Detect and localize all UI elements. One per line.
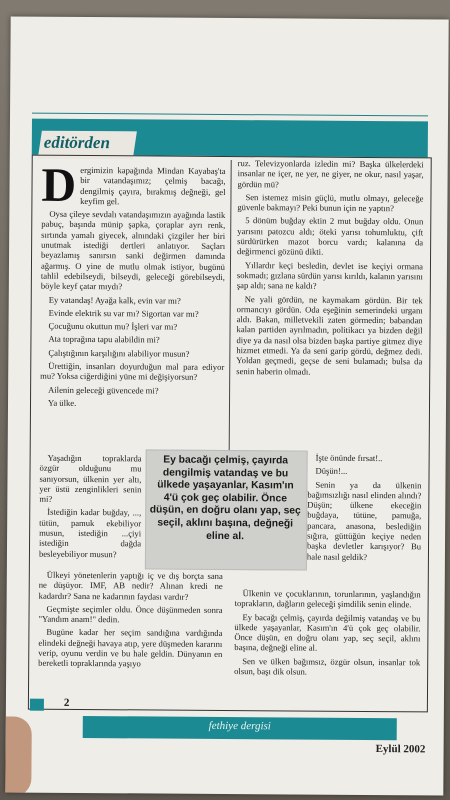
section-title: editörden — [43, 132, 111, 153]
paragraph: 5 dönüm buğday ektin 2 mut buğday oldu. Onun yarısını patozcu aldı; öteki yarısı tohumluktu, çift sürdürürken mazot borcu vardı; kalanına da değirmenci gözünü dikti. — [237, 215, 424, 258]
magazine-page — [5, 16, 448, 795]
paragraph: Ne yali gördün, ne kaymakam gördün. Bir tek ormancıyı gördün. Oda eşeğinin semerindeki urganı aldı. Bakan, milletvekili zaten görmedin; babandan kalan partiden ayrılmadın, politikacı ya bizden değil diye ya da nasıl olsa bizden başka partiye gitmez diye hizmet etmedi. Ya da seni garip gördü, değmez dedi. Yoldan geçmedi, geçse de seni bulamadı; bulsa da senin haberin olmadı. — [236, 293, 423, 377]
paragraph: Düşün!... — [315, 465, 348, 477]
pullquote-text: Ey bacağı çelmiş, çayırda dengilmiş vatandaş ve bu ülkede yaşayanlar, Kasım'ın 4'ü çok geç olabilir. Önce düşün, en doğru olanı yap, seç seçil, aklını başına, değneği eline al. — [149, 454, 301, 542]
question: Ey vatandaş! Ayağa kalk, evin var mı? — [48, 294, 181, 306]
intro-text: ergimizin kapağında Mindan Kayabaş'ta bir vatandaşımız; çelmiş bacağı, dengilmiş çayıra, bırakmış değneği, gel keyfim gel. — [80, 164, 226, 207]
right-column-middle — [307, 453, 422, 566]
question: Evinde elektrik su var mı? Sigortan var mı? — [48, 307, 199, 319]
paragraph: Oysa çileye sevdalı vatandaşımızın ayağında lastik pabuç, başında münip şapka, çoraplar ayrı renk, sırtında yamalı giyecek, alnındaki çizgiler her biri unutmak istediği dertleri anlatıyor. Saçları beyazlamış sanırsın sanki değirmen damında ağarmış. O yine de mutlu olmak istiyor, bugünü tahlil edebilseydi, bilseydi, geleceği görebilseydi, böyle keyf çatar mıydı? — [40, 208, 226, 292]
question: Çalıştığının karşılığını alabiliyor musun? — [48, 347, 190, 359]
paragraph: İstediğin kadar buğday, ..., tütün, pamuk ekebiliyor musun, istediğin ...çiyi istediğin dağda besleyebiliyor musun? — [38, 507, 142, 559]
drop-cap: D — [41, 158, 77, 212]
question: Çocuğunu okuttun mu? İşleri var mı? — [48, 320, 178, 332]
paragraph: Senin ya da ülkenin bağımsızlığı nasıl elinden alındı? Düşün; ülkene ekeceğin buğdaya, tütüne, pamuğa, pancara, anasona, beslediğin sığıra, güttüğün keçiye neden başka devletler karışıyor? Bu hale nasıl geldik? — [306, 479, 422, 562]
left-column-bottom — [39, 453, 142, 563]
paragraph: Sen ve ülken bağımsız, özgür olsun, insanlar tok olsun, başı dik olsun. — [234, 655, 421, 677]
footer-accent-square — [30, 699, 44, 711]
paragraph: İşte önünde fırsat!.. — [315, 452, 383, 464]
question: Ata toprağına tapu alabildin mi? — [48, 334, 160, 345]
left-column-lower — [38, 570, 223, 673]
thumb-shadow — [5, 716, 32, 795]
page-number: 2 — [63, 696, 70, 709]
paragraph: Ey bacağı çelmiş, çayırda değilmiş vatandaş ve bu ülkede yaşayanlar, Kasım'ın 4'ü çok geç olabilir. Önce düşün, en doğru olanı yap, seç seçil, aklını başına, değneği eline al. — [234, 611, 421, 654]
paragraph: Ürettiğin, insanları doyurduğun mal para ediyor mu? Yoksa ciğerdiğini yüne mi değişiyorsun? — [40, 360, 225, 383]
left-column-top — [40, 158, 226, 413]
paragraph: Ailenin geleceği güvencede mi? — [48, 384, 159, 396]
paragraph: Yaşadığın topraklarda özgür olduğunu mu sanıyorsun, ülkenin yer altı, yer üstü zenginlikleri senin mi? — [39, 452, 142, 504]
paragraph: Sen istemez misin güçlü, mutlu olmayı, geleceğe güvenle bakmayı? Peki bunun için ne yaptın? — [237, 192, 424, 214]
paragraph: Ya ülke. — [47, 397, 77, 408]
right-column-top — [236, 158, 424, 380]
paragraph: ruz. Televizyonlarda izledin mi? Başka ülkelerdeki insanlar ne içer, ne yer, ne giyer, ne okur, nasıl yaşar, gördün mü? — [237, 158, 424, 189]
paragraph: Bugüne kadar her seçim sandığına vardığında elindeki değneği havaya atıp, yere düşmeden kararını verip, oyunu verdin ve bu hale geldin. Dünyanın en bereketli topraklarında yaşıyo — [38, 627, 223, 669]
issue-date: Eylül 2002 — [375, 743, 426, 756]
paragraph: Ülkenin ve çocuklarının, torunlarının, yaşlandığın toprakların, dağların geleceği şimdilik senin elinde. — [234, 588, 421, 610]
paragraph: Yıllardır keçi besledin, devlet ise keçiyi ormana sokmadı; gızlana sürdün yarısı kırıldı, kalanın yarısını şap aldı; sana ne kaldı? — [236, 259, 424, 291]
paragraph: Ülkeyi yönetenlerin yaptığı iç ve dış borçta sana ne düşüyor. IMF, AB nedir? Alınan kredi ne kadardır? Sana ne kadarının faydası vardır? — [38, 569, 223, 602]
magazine-name: fethiye dergisi — [208, 719, 271, 733]
top-rule — [32, 113, 428, 117]
right-column-bottom — [234, 588, 421, 681]
intro-paragraph — [41, 158, 226, 212]
paragraph: Geçmişte seçimler oldu. Önce düşünmeden sonra "Yandım anam!" dedin. — [38, 603, 223, 625]
